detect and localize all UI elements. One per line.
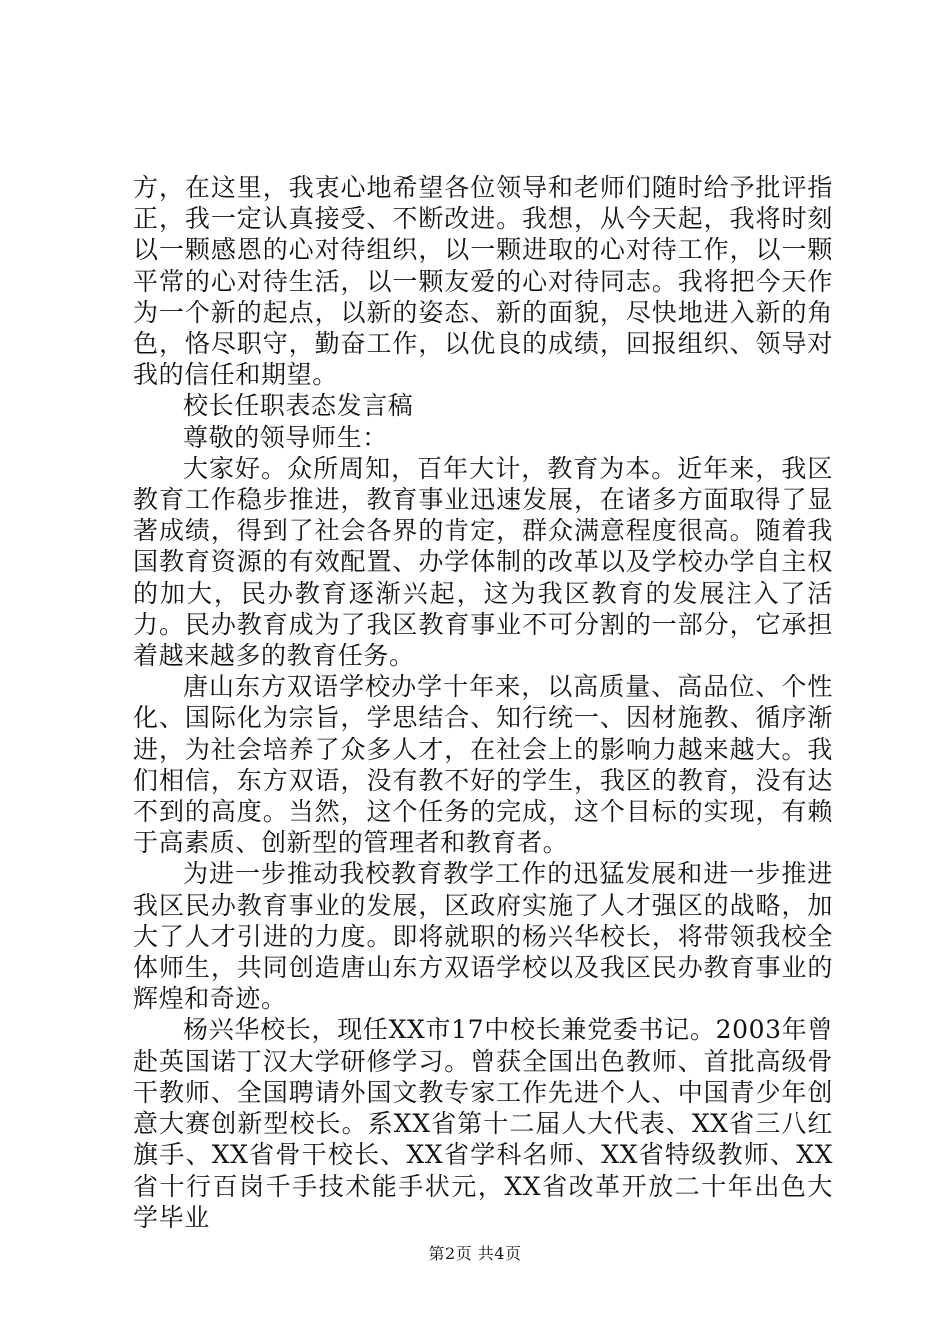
paragraph: 为进一步推动我校教育教学工作的迅猛发展和进一步推进我区民办教育事业的发展，区政府实施了人才强区的战略，加大了人才引进的力度。即将就职的杨兴华校长，将带领我校全体师生，共同创造唐山东方双语学校以及我区民办教育事业的辉煌和奇迹。 <box>133 859 833 1014</box>
paragraph-continuation: 方，在这里，我衷心地希望各位领导和老师们随时给予批评指正，我一定认真接受、不断改进。我想，从今天起，我将时刻以一颗感恩的心对待组织，以一颗进取的心对待工作，以一颗平常的心对待生活，以一颗友爱的心对待同志。我将把今天作为一个新的起点，以新的姿态、新的面貌，尽快地进入新的角色，恪尽职守，勤奋工作，以优良的成绩，回报组织、领导对我的信任和期望。 <box>133 173 833 390</box>
speech-title: 校长任职表态发言稿 <box>183 391 414 421</box>
paragraph: 杨兴华校长，现任XX市17中校长兼党委书记。2003年曾赴英国诺丁汉大学研修学习。曾获全国出色教师、首批高级骨干教师、全国聘请外国文教专家工作先进个人、中国青少年创意大赛创新型校长。系XX省第十二届人大代表、XX省三八红旗手、XX省骨干校长、XX省学科名师、XX省特级教师、XX省十行百岗千手技术能手状元，XX省改革开放二十年出色大学毕业 <box>133 1015 833 1232</box>
salutation: 尊敬的领导师生： <box>183 422 388 452</box>
page-number-footer: 第2页 共4页 <box>428 1244 522 1263</box>
paragraph: 唐山东方双语学校办学十年来，以高质量、高品位、个性化、国际化为宗旨，学思结合、知行统一、因材施教、循序渐进，为社会培养了众多人才，在社会上的影响力越来越大。我们相信，东方双语，没有教不好的学生，我区的教育，没有达不到的高度。当然，这个任务的完成，这个目标的实现，有赖于高素质、创新型的管理者和教育者。 <box>133 672 833 858</box>
document-body <box>133 172 833 1233</box>
paragraph: 大家好。众所周知，百年大计，教育为本。近年来，我区教育工作稳步推进，教育事业迅速发展，在诸多方面取得了显著成绩，得到了社会各界的肯定，群众满意程度很高。随着我国教育资源的有效配置、办学体制的改革以及学校办学自主权的加大，民办教育逐渐兴起，这为我区教育的发展注入了活力。民办教育成为了我区教育事业不可分割的一部分，它承担着越来越多的教育任务。 <box>133 453 833 671</box>
